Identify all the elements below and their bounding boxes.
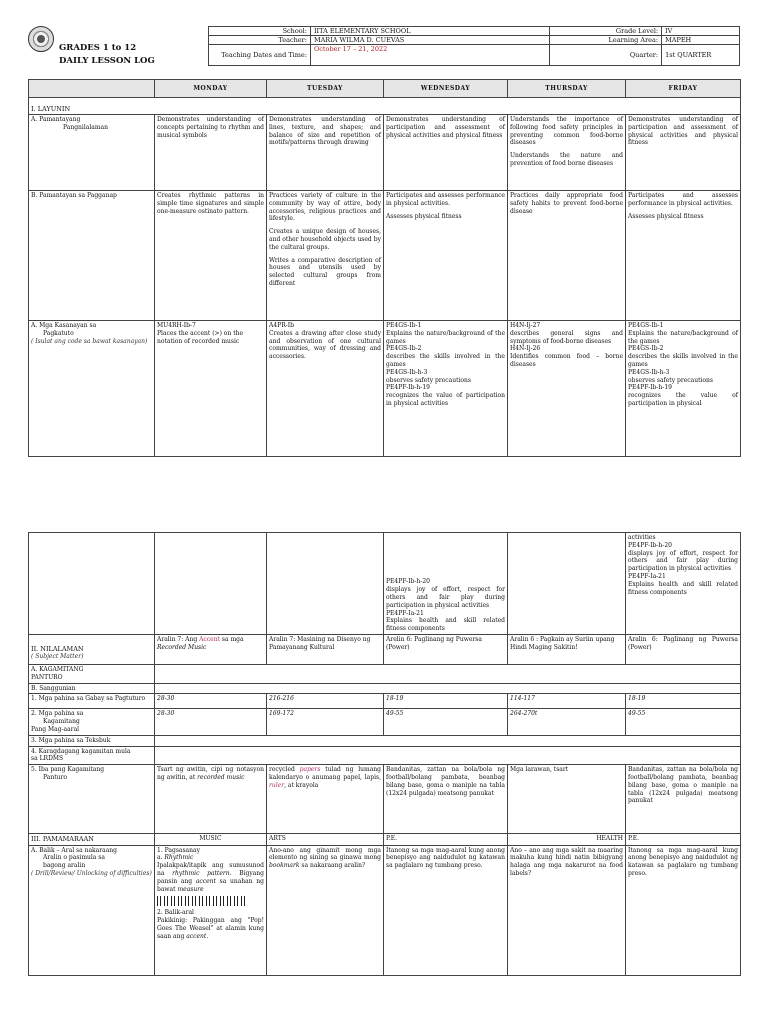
school-value: IITA ELEMENTARY SCHOOL (310, 27, 549, 36)
empty-cell (155, 665, 741, 684)
table-row (29, 683, 741, 694)
day-thursday: THURSDAY (508, 80, 626, 98)
cell-text: Accent (199, 636, 220, 643)
competency-code: PE4PF-Ib-h-19 (386, 384, 430, 392)
cell-wednesday (384, 321, 508, 457)
quarter-value: 1st QUARTER (662, 45, 740, 66)
table-row (29, 845, 741, 975)
cell-text: ruler (269, 781, 285, 789)
table-row (29, 115, 741, 191)
cell-wednesday: Bandanitas, zattan na bola/bola ng football/bolang pambata, beanbag bilang base, goma o maniple na tabla (12x24 pulgada) meatsong panukat (384, 765, 508, 834)
grade-label: Grade Level: (550, 27, 662, 36)
cell-text: bookmark (269, 862, 300, 870)
cell-text: recognizes the value of participation in physical (628, 392, 738, 407)
table-row (29, 533, 741, 635)
competency-code: PE4PF-Ia-21 (628, 572, 666, 580)
row-label-line: A. Pamantayang (31, 116, 81, 123)
competency-code: PE4PF-Ib-h-20 (386, 578, 430, 586)
row-label-line: A. KAGAMITANG (31, 666, 84, 673)
cell-tuesday (267, 533, 384, 635)
cell-text: Explains the nature/background of the games (628, 329, 738, 345)
cell-monday (155, 635, 267, 665)
cell-thursday: Aralin 6 : Pagkain ay Suriin upang Hindi Maging Sakitin! (508, 635, 626, 665)
row-label-line: Pang Mag-aaral (31, 725, 80, 733)
school-label: School: (209, 27, 311, 36)
cell-tuesday: Demonstrates understanding of lines, texture, and shapes; and balance of size and repetition of motifs/patterns through drawing (267, 115, 384, 191)
cell-thursday: Mga larawan, tsart (508, 765, 626, 834)
cell-tuesday: Aralin 7: Masining na Disenyo ng Pamayanang Kultural (267, 635, 384, 665)
row-label-line: Kagamitang (43, 718, 80, 726)
header (28, 26, 740, 73)
subject-music: MUSIC (155, 834, 267, 845)
row-label (29, 635, 155, 665)
cell-thursday (508, 115, 626, 191)
document-title (59, 42, 155, 68)
row-label-line: PANTURO (31, 673, 63, 681)
area-label: Learning Area: (550, 36, 662, 45)
cell-text: Aralin 7: Ang (157, 636, 200, 643)
row-label-line: 2. Mga pahina sa (31, 710, 84, 718)
table-row (29, 746, 741, 765)
row-label (29, 746, 155, 765)
cell-monday (155, 845, 267, 975)
cell-monday (155, 533, 267, 635)
row-label: 1. Mga pahina sa Gabay sa Pagtuturo (29, 694, 155, 709)
row-label: B. Sanggunian (29, 683, 155, 694)
row-label: B. Pamantayan sa Pagganap (29, 191, 155, 321)
cell-text: Recorded Music (157, 643, 207, 651)
cell-friday: 49-55 (626, 709, 741, 735)
cell-text: accent. (186, 932, 209, 940)
subject-health: HEALTH (508, 834, 626, 845)
row-label-line: sa LRDMS (31, 755, 64, 763)
cell-text: measure (177, 885, 204, 893)
cell-text: tulad ng lumang kalendaryo o anumang papel, lapis, (269, 766, 381, 781)
cell-friday: Demonstrates understanding of participation and assessment of physical activities and physical fitness (626, 115, 741, 191)
cell-text: Understands the nature and prevention of food borne diseases (510, 152, 623, 167)
cell-text: recognizes the value of participation in physical activities (386, 392, 505, 407)
cell-text: describes the skills involved in the games (628, 353, 738, 368)
content-table (28, 532, 741, 976)
header-info-table (208, 26, 740, 66)
cell-friday: Aralin 6: Paglinang ng Puwersa (Power) (626, 635, 741, 665)
row-label-note: ( Drill/Review/ Unlocking of difficulties) (31, 870, 152, 877)
cell-text: rhythmic pattern. (172, 870, 232, 877)
cell-tuesday (267, 845, 384, 975)
nilalaman-heading: II. NILALAMAN (31, 645, 84, 653)
cell-thursday: Practices daily appropriate food safety habits to prevent food-borne disease (508, 191, 626, 321)
cell-text: Bigyang pansin ang (157, 870, 264, 885)
cell-text: Assesses physical fitness (386, 212, 462, 220)
cell-text: Creates a unique design of houses, and other household objects used by the cultural groups. (269, 228, 381, 251)
cell-text: Practices variety of culture in the community by way of attire, body accessories, religious practices and lifestyle. (269, 192, 381, 223)
cell-text: a. (157, 854, 165, 862)
row-label-line: 5. Iba pang Kagamitang (31, 766, 105, 774)
cell-wednesday (384, 533, 508, 635)
cell-text: sa nakaraang aralin? (299, 862, 366, 870)
row-label-note: ( Isulat ang code sa bawat kasanayan) (31, 337, 148, 345)
cell-friday: Itanong sa mga mag-aaral kung anong benepisyo ang naidudulot ng katawan sa paglalaro ng tumbang preso. (626, 845, 741, 975)
empty-cell (155, 683, 741, 694)
title-line-2: DAILY LESSON LOG (59, 56, 155, 67)
day-wednesday: WEDNESDAY (384, 80, 508, 98)
row-label (29, 709, 155, 735)
table-row (29, 735, 741, 746)
title-line-1: GRADES 1 to 12 (59, 43, 137, 53)
cell-friday: 18-19 (626, 694, 741, 709)
day-friday: FRIDAY (626, 80, 741, 98)
cell-friday (626, 533, 741, 635)
cell-wednesday: 18-19 (384, 694, 508, 709)
table-row (29, 321, 741, 457)
row-label-note: ( Subject Matter) (31, 653, 84, 661)
area-value: MAPEH (662, 36, 740, 45)
cell-monday: Demonstrates understanding of concepts pertaining to rhythm and musical symbols (155, 115, 267, 191)
layunin-heading: I. LAYUNIN (29, 98, 741, 115)
competency-code: PE4PF-Ib-h-19 (628, 384, 672, 392)
cell-text: Rhythmic (164, 854, 194, 862)
competency-code: PE4GS-Ib-h-3 (628, 368, 670, 376)
subject-pe-2: P.E. (626, 834, 741, 845)
cell-text: recorded music (197, 773, 245, 781)
dates-label: Teaching Dates and Time: (209, 45, 311, 66)
grade-value: IV (662, 27, 740, 36)
cell-text: accent (195, 877, 216, 885)
cell-thursday: 114-117 (508, 694, 626, 709)
row-label (29, 321, 155, 457)
cell-text: describes the skills involved in the games (386, 353, 505, 368)
row-label-line: Aralin o pasimula sa (43, 854, 105, 862)
cell-text: recycled (269, 766, 300, 774)
cell-text: Ipalakpak/itapik ang sumusunod na (157, 862, 264, 877)
teacher-value: MARIA WILMA D. CUEVAS (310, 36, 549, 45)
cell-text: Identifies common food – borne diseases (510, 353, 623, 368)
cell-tuesday (267, 765, 384, 834)
cell-monday (155, 765, 267, 834)
cell-tuesday (267, 321, 384, 457)
cell-tuesday: 169-172 (267, 709, 384, 735)
cell-text: Pakikinig: Pakinggan ang "Pop! Goes The Weasel" at alamin kung saan ang (157, 917, 264, 940)
cell-text: Tsart ng awitin, cipi ng notasyon ng awitin, at (157, 766, 264, 781)
row-label: 3. Mga pahina sa Teksbuk (29, 735, 155, 746)
day-tuesday: TUESDAY (267, 80, 384, 98)
cell-text: Ano-ano ang ginamit mong mga elemento ng sining sa ginawa mong (269, 846, 381, 862)
cell-tuesday: 216-216 (267, 694, 384, 709)
competency-code: PE4GS-Ib-2 (386, 345, 422, 353)
lesson-log-page-2 (28, 532, 740, 976)
cell-friday (626, 191, 741, 321)
day-header-blank (29, 80, 155, 98)
pamamaraan-heading: III. PAMAMARAAN (29, 834, 155, 845)
cell-text: describes general signs and symptoms of food-borne diseases (510, 329, 623, 345)
cell-text: , at krayola (284, 781, 319, 789)
competency-code: PE4GS-Ib-2 (628, 345, 664, 353)
rhythm-notation-icon (157, 896, 247, 906)
empty-cell (155, 735, 741, 746)
cell-text: Participates and assesses performance in physical activities. (628, 192, 738, 207)
table-row (29, 834, 741, 845)
cell-tuesday (267, 191, 384, 321)
cell-text: Writes a comparative description of houses and utensils used by selected cultural groups from different (269, 256, 381, 287)
row-label (29, 115, 155, 191)
cell-wednesday: Itanong sa mga mag-aaral kung anong benepisyo ang naidudulot ng katawan sa paglalaro ng tumbang preso. (384, 845, 508, 975)
row-label-line: Panturo (43, 773, 67, 781)
teacher-label: Teacher: (209, 36, 311, 45)
table-row (29, 635, 741, 665)
cell-text: sa mga (219, 636, 244, 643)
competency-code: PE4PF-Ia-21 (386, 609, 424, 617)
row-label (29, 765, 155, 834)
row-label (29, 845, 155, 975)
cell-text: Places the accent (>) on the notation of recorded music (157, 329, 244, 345)
dates-value: October 17 – 21, 2022 (310, 45, 549, 66)
row-label-line: A. Balik – Aral sa nakaraang (31, 846, 117, 854)
cell-text: displays joy of effort, respect for others and fair play during participation in physical activities (386, 586, 505, 609)
cell-friday: Bandanitas, zattan na bola/bola ng football/bolang pambata, beanbag bilang base, goma o maniple na tabla (12x24 pulgada) meatsong panukat (626, 765, 741, 834)
competency-code: A4PR-Ib (269, 322, 294, 329)
layunin-row (29, 98, 741, 115)
cell-thursday (508, 321, 626, 457)
day-monday: MONDAY (155, 80, 267, 98)
competency-code: PE4PF-Ib-h-20 (628, 541, 672, 549)
cell-wednesday: Arelin 6: Paglinang ng Puwersa (Power) (384, 635, 508, 665)
cell-thursday: Ano – ano ang mga sakit na maaring makuha kung hindi natin bibigyang halaga ang mga nakarurot na food labels? (508, 845, 626, 975)
cell-text: Understands the importance of following food safety principles in preventing common food-borne diseases (510, 116, 623, 147)
table-row (29, 765, 741, 834)
cell-text: Explains the nature/background of the games (386, 329, 505, 345)
cell-thursday: 264-270t (508, 709, 626, 735)
cell-monday: Creates rhythmic patterns in simple time signatures and simple one-measure ostinato pattern. (155, 191, 267, 321)
cell-text: observes safety precautions (386, 376, 471, 384)
cell-monday: 28-30 (155, 709, 267, 735)
competency-code: PE4GS-Ib-1 (386, 322, 422, 329)
cell-text: Creates a drawing after close study and observation of one cultural communities, way of dressing and accessories. (269, 329, 381, 361)
table-row (29, 191, 741, 321)
row-label-line: Pangnilalaman (63, 123, 108, 131)
cell-text: Explains health and skill related fitness components (386, 617, 505, 633)
competency-code: PE4GS-Ib-1 (628, 322, 664, 329)
row-label-line: bagong aralin (43, 862, 86, 870)
cell-text: observes safety precautions (628, 376, 713, 384)
cell-text: papers (299, 766, 321, 774)
deped-seal-icon (28, 26, 54, 52)
row-label-line: A. Mga Kasanayan sa (31, 322, 97, 329)
cell-text: displays joy of effort, respect for others and fair play during participation in physical activities (628, 549, 738, 573)
objectives-table (28, 79, 741, 457)
subject-pe: P.E. (384, 834, 508, 845)
cell-wednesday (384, 191, 508, 321)
row-label (29, 665, 155, 684)
competency-code: H4N-Ij-26 (510, 345, 541, 353)
cell-thursday (508, 533, 626, 635)
competency-code: PE4GS-Ib-h-3 (386, 368, 428, 376)
table-row (29, 709, 741, 735)
day-header-row (29, 80, 741, 98)
cell-text: Participates and assesses performance in physical activities. (386, 192, 505, 207)
row-label-line: 4. Karagdagang kagamitan mula (31, 747, 131, 755)
cell-wednesday: 49-55 (384, 709, 508, 735)
empty-cell (155, 746, 741, 765)
cell-monday: 28-30 (155, 694, 267, 709)
subject-arts: ARTS (267, 834, 384, 845)
cell-text: 2. Balik-aral (157, 909, 194, 917)
cell-monday (155, 321, 267, 457)
quarter-label: Quarter: (550, 45, 662, 66)
cell-wednesday: Demonstrates understanding of participation and assessment of physical activities and physical fitness (384, 115, 508, 191)
competency-code: MU4RH-Ib-7 (157, 322, 196, 329)
row-label-line: Pagkatuto (43, 329, 74, 337)
cell-text: sa unahan ng bawat (157, 877, 264, 893)
cell-friday (626, 321, 741, 457)
cell-text: Assesses physical fitness (628, 212, 704, 220)
table-row (29, 694, 741, 709)
lesson-log-page-1 (28, 26, 740, 457)
cell-text: activities (628, 534, 656, 541)
competency-code: H4N-Ij-27 (510, 322, 541, 329)
table-row (29, 665, 741, 684)
cell-text: 1. Pagsasanay (157, 846, 200, 854)
cell-text: Explains health and skill related fitness components (628, 580, 738, 596)
row-label (29, 533, 155, 635)
